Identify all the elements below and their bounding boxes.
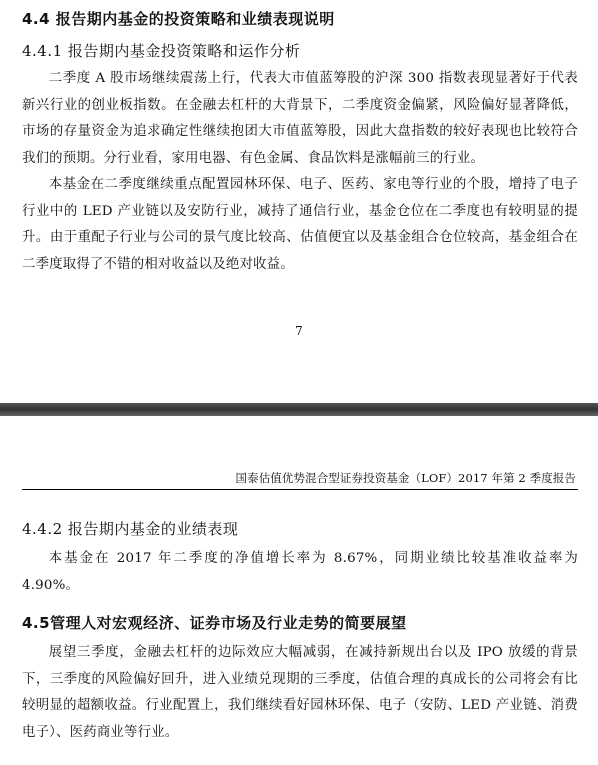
paragraph: 本基金在 2017 年二季度的净值增长率为 8.67%，同期业绩比较基准收益率为 4.90%。	[22, 551, 578, 593]
section-4-4-1-title: 4.4.1 报告期内基金投资策略和运作分析	[22, 42, 301, 60]
section-4-4-1-body	[22, 66, 578, 278]
paragraph: 二季度 A 股市场继续震荡上行，代表大市值蓝筹股的沪深 300 指数表现显著好于代表新兴行业的创业板指数。在金融去杠杆的大背景下，二季度资金偏紧，风险偏好显著降低，市场的存量资金为追求确定性继续抱团大市值蓝筹股，因此大盘指数的较好表现也比较符合我们的预期。分行业看，家用电器、有色金属、食品饮料是涨幅前三的行业。	[22, 71, 578, 166]
paragraph: 展望三季度，金融去杠杆的边际效应大幅减弱，在减持新规出台以及 IPO 放缓的背景下，三季度的风险偏好回升，进入业绩兑现期的三季度，估值合理的真成长的公司将会有比较明显的超额收益。行业配置上，我们继续看好园林环保、电子（安防、LED 产业链、消费电子）、医药商业等行业。	[22, 645, 578, 740]
page-break-divider	[0, 403, 598, 416]
section-4-4-title: 4.4 报告期内基金的投资策略和业绩表现说明	[22, 10, 335, 28]
running-header: 国泰估值优势混合型证券投资基金（LOF）2017 年第 2 季度报告	[235, 471, 576, 485]
section-4-5-body	[22, 640, 578, 746]
paragraph: 本基金在二季度继续重点配置园林环保、电子、医药、家电等行业的个股，增持了电子行业中的 LED 产业链以及安防行业，减持了通信行业，基金仓位在二季度也有较明显的提升。由于重配子行业与公司的景气度比较高、估值便宜以及基金组合仓位较高，基金组合在二季度取得了不错的相对收益以及绝对收益。	[22, 177, 578, 272]
section-4-5-title: 4.5管理人对宏观经济、证券市场及行业走势的简要展望	[22, 614, 407, 632]
section-4-4-2-body	[22, 546, 578, 599]
section-4-4-2-title: 4.4.2 报告期内基金的业绩表现	[22, 520, 239, 538]
page-number: 7	[295, 324, 303, 338]
header-rule	[22, 489, 578, 490]
